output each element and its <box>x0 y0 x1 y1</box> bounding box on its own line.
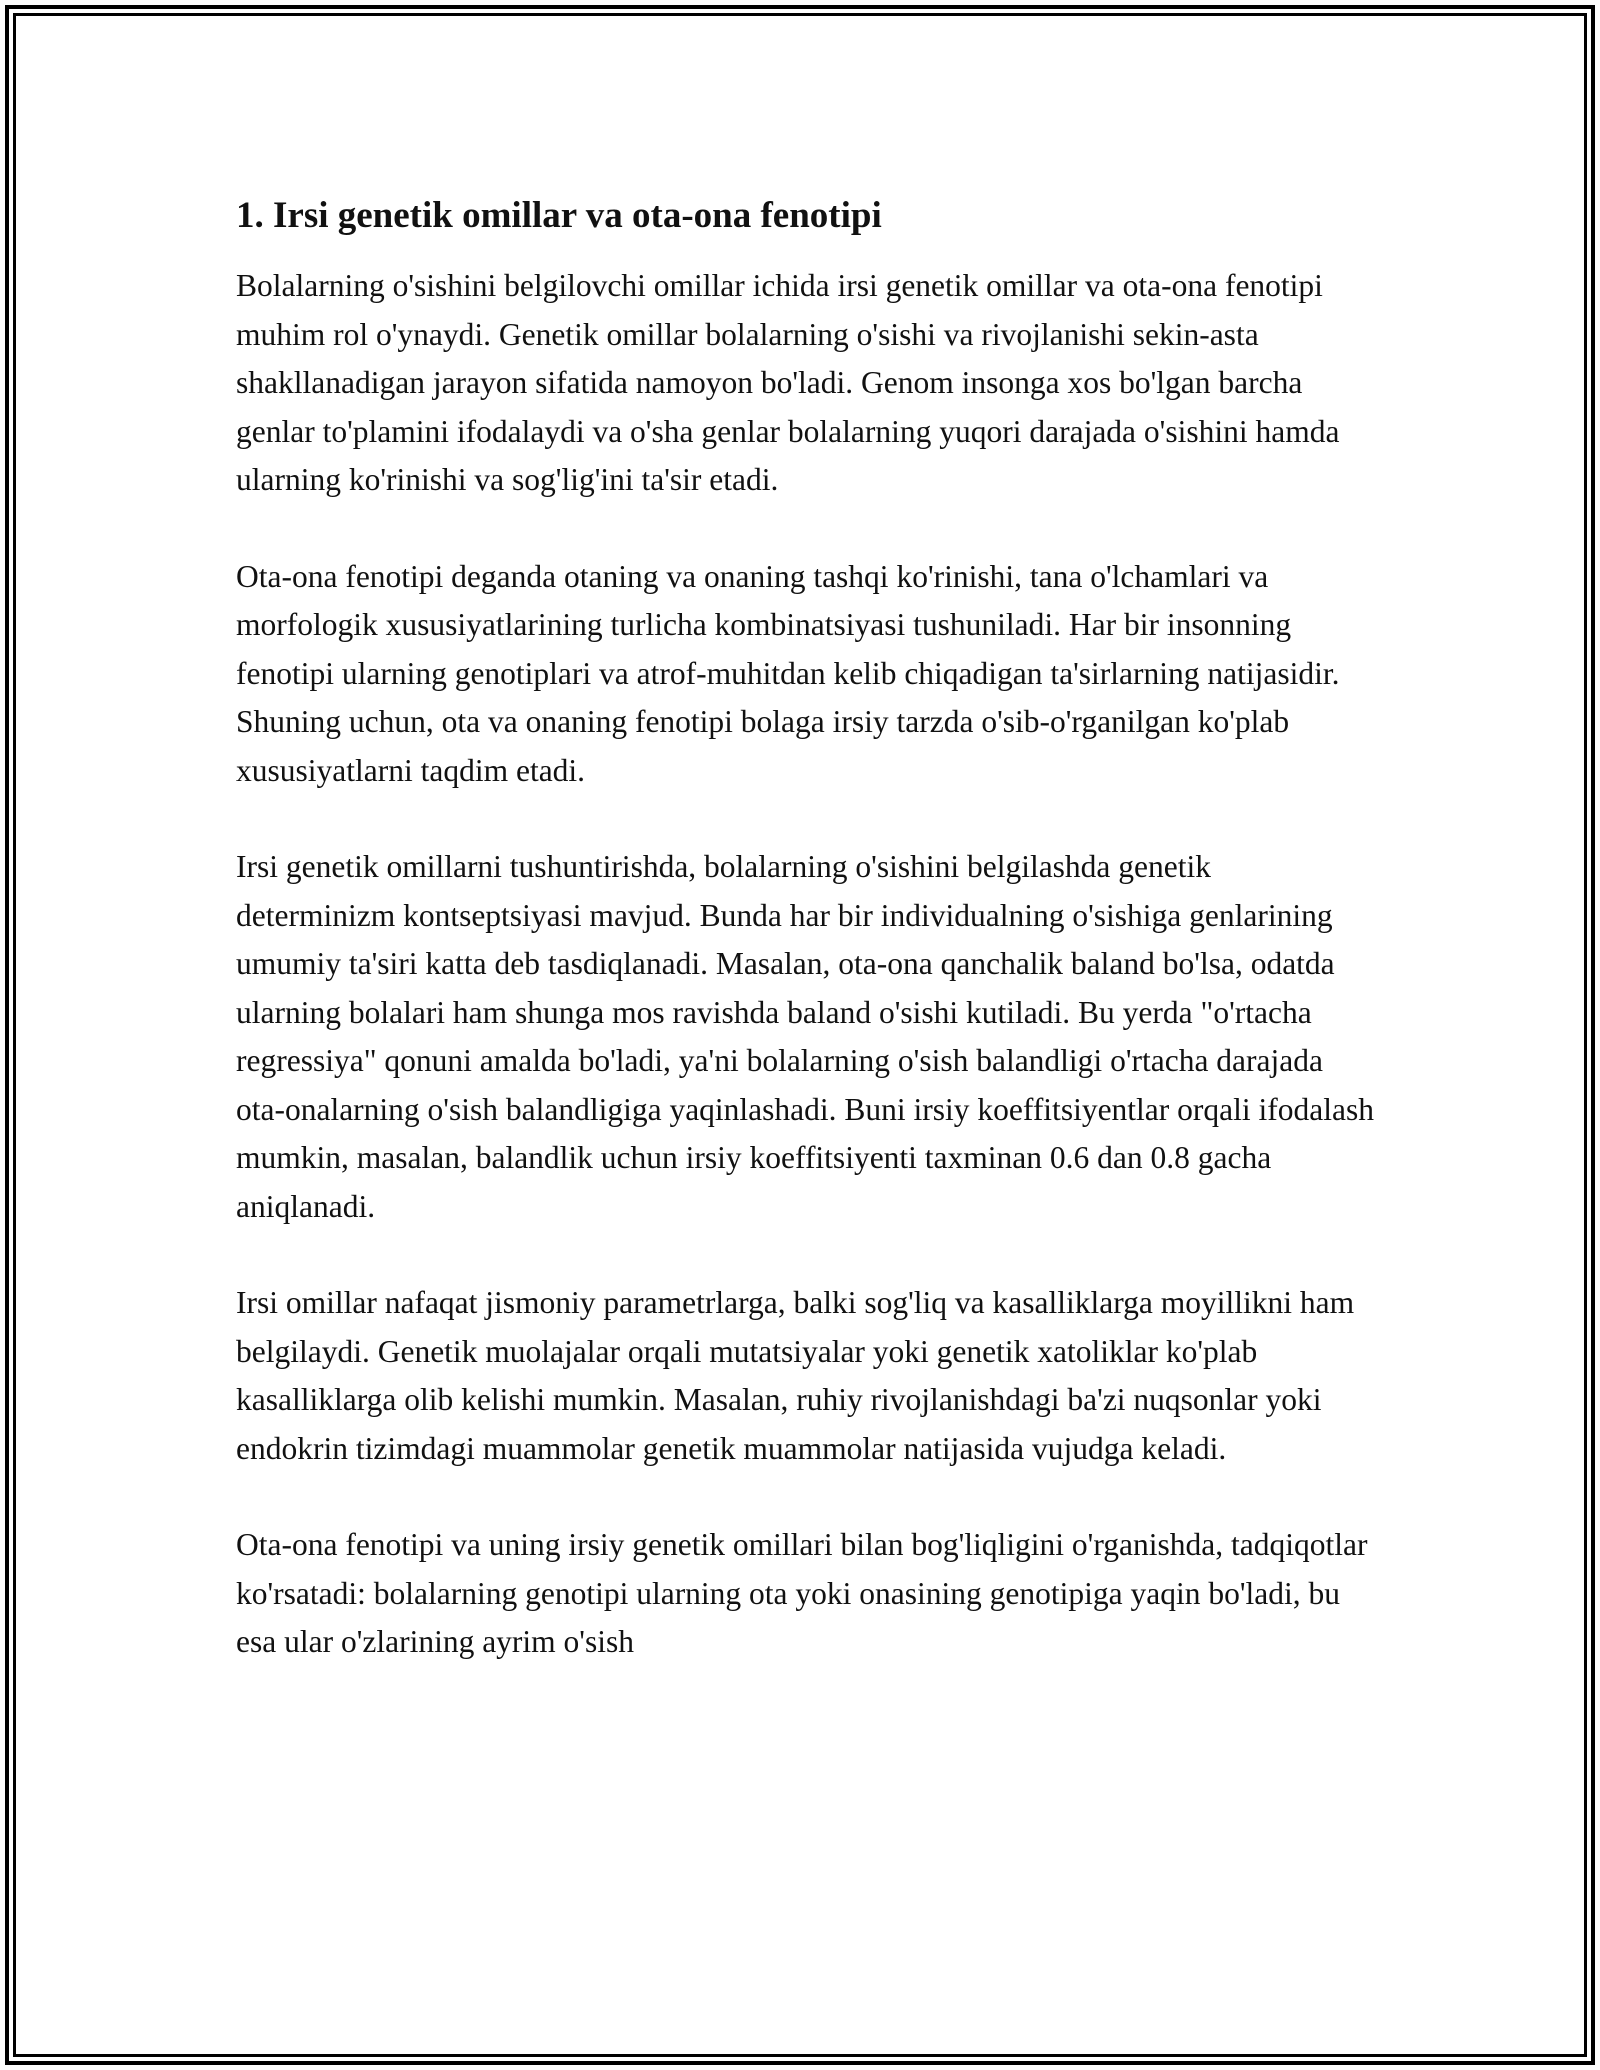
document-body <box>236 192 1376 1715</box>
paragraph-health-predisposition: Irsi omillar nafaqat jismoniy parametrlarga, balki sog'liq va kasalliklarga moyillikni ham belgilaydi. Genetik muolajalar orqali mutatsiyalar yoki genetik xatoliklar ko'plab kasalliklarga olib kelishi mumkin. Masalan, ruhiy rivojlanishdagi ba'zi nuqsonlar yoki endokrin tizimdagi muammolar genetik muammolar natijasida vujudga keladi. <box>236 1285 1355 1466</box>
paragraph-parental-phenotype: Ota-ona fenotipi deganda otaning va onaning tashqi ko'rinishi, tana o'lchamlari va morfologik xususiyatlarining turlicha kombinatsiyasi tushuniladi. Har bir insonning fenotipi ularning genotiplari va atrof-muhitdan kelib chiqadigan ta'sirlarning natijasidir. Shuning uchun, ota va onaning fenotipi bolaga irsiy tarzda o'sib-o'rganilgan ko'plab xususiyatlarni taqdim etadi. <box>236 558 1340 788</box>
paragraph-genetic-determinism: Irsi genetik omillarni tushuntirishda, bolalarning o'sishini belgilashda genetik determinizm kontseptsiyasi mavjud. Bunda har bir individualning o'sishiga genlarining umumiy ta'siri katta deb tasdiqlanadi. Masalan, ota-ona qanchalik baland bo'lsa, odatda ularning bolalari ham shunga mos ravishda baland o'sishi kutiladi. Bu yerda "o'rtacha regressiya" qonuni amalda bo'ladi, ya'ni bolalarning o'sish balandligi o'rtacha darajada ota-onalarning o'sish balandligiga yaqinlashadi. Buni irsiy koeffitsiyentlar orqali ifodalash mumkin, masalan, balandlik uchun irsiy koeffitsiyenti taxminan 0.6 dan 0.8 gacha aniqlanadi. <box>236 849 1374 1224</box>
paragraph-genotype-research: Ota-ona fenotipi va uning irsiy genetik omillari bilan bog'liqligini o'rganishda, tadqiqotlar ko'rsatadi: bolalarning genotipi ularning ota yoki onasining genotipiga yaqin bo'ladi, bu esa ular o'zlarining ayrim o'sish <box>236 1527 1368 1659</box>
section-heading: 1. Irsi genetik omillar va ota-ona fenotipi <box>236 195 882 236</box>
paragraph-heredity-overview: Bolalarning o'sishini belgilovchi omillar ichida irsi genetik omillar va ota-ona fenotipi muhim rol o'ynaydi. Genetik omillar bolalarning o'sishi va rivojlanishi sekin-asta shakllanadigan jarayon sifatida namoyon bo'ladi. Genom insonga xos bo'lgan barcha genlar to'plamini ifodalaydi va o'sha genlar bolalarning yuqori darajada o'sishini hamda ularning ko'rinishi va sog'lig'ini ta'sir etadi. <box>236 268 1340 497</box>
